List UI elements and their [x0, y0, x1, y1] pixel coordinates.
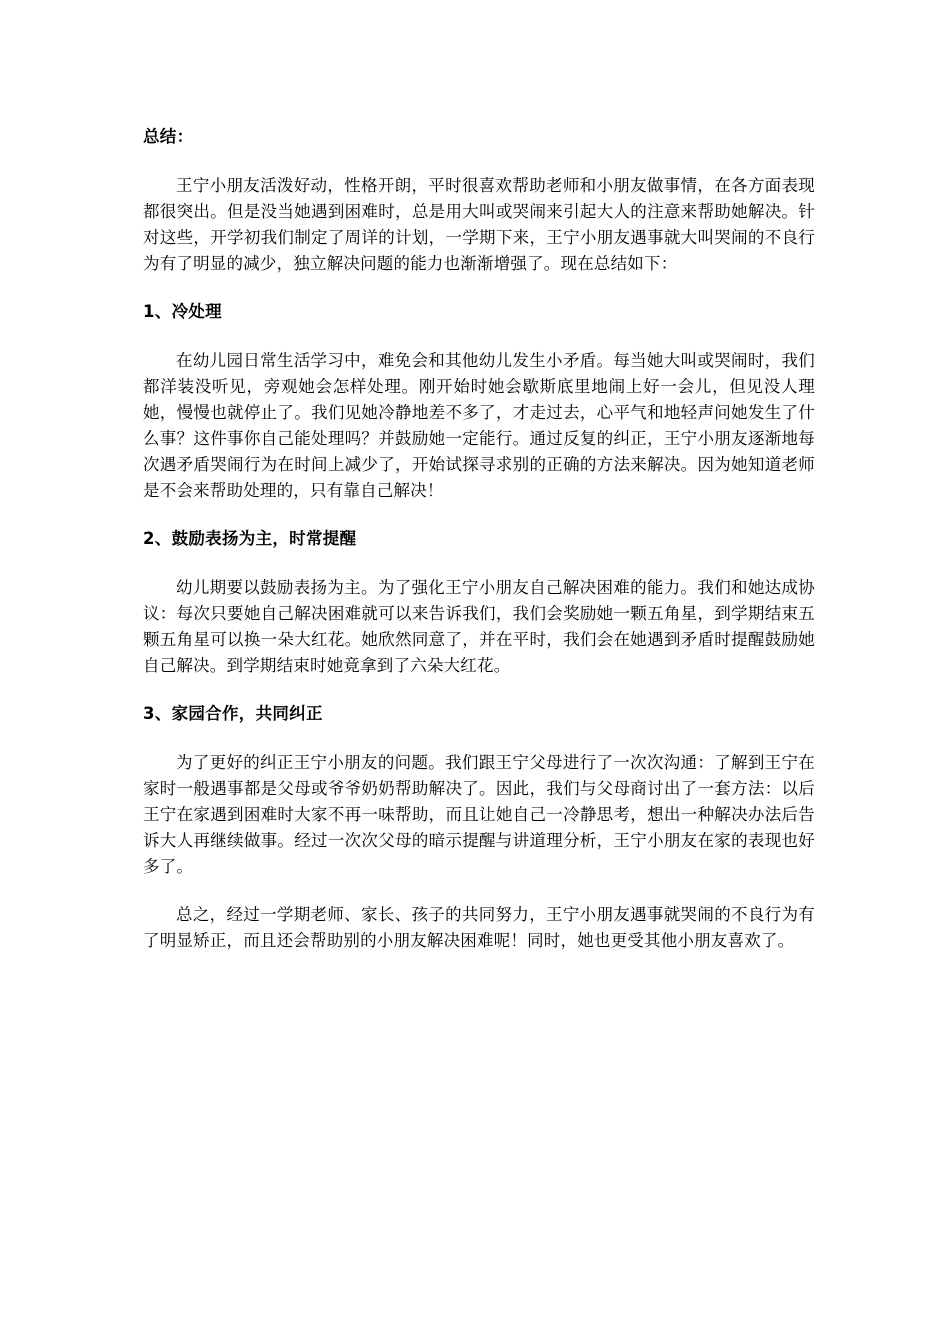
closing-paragraph: 总之，经过一学期老师、家长、孩子的共同努力，王宁小朋友遇事就哭闹的不良行为有了明显矫正，而且还会帮助别的小朋友解决困难呢！同时，她也更受其他小朋友喜欢了。: [143, 905, 815, 950]
section-heading-home-school: 3、家园合作，共同纠正: [143, 704, 323, 723]
section-paragraph-encouragement: 幼儿期要以鼓励表扬为主。为了强化王宁小朋友自己解决困难的能力。我们和她达成协议：每次只要她自己解决困难就可以来告诉我们，我们会奖励她一颗五角星，到学期结束五颗五角星可以换一朵大红花。她欣然同意了，并在平时，我们会在她遇到矛盾时提醒鼓励她自己解决。到学期结束时她竟拿到了六朵大红花。: [143, 578, 815, 675]
section-paragraph-home-school: 为了更好的纠正王宁小朋友的问题。我们跟王宁父母进行了一次次沟通：了解到王宁在家时一般遇事都是父母或爷爷奶奶帮助解决了。因此，我们与父母商讨出了一套方法：以后王宁在家遇到困难时大家不再一味帮助，而且让她自己一冷静思考，想出一种解决办法后告诉大人再继续做事。经过一次次父母的暗示提醒与讲道理分析，王宁小朋友在家的表现也好多了。: [143, 753, 815, 876]
section-heading-cold-handling: 1、冷处理: [143, 302, 222, 321]
summary-heading: 总结：: [143, 127, 194, 146]
section-paragraph-cold-handling: 在幼儿园日常生活学习中，难免会和其他幼儿发生小矛盾。每当她大叫或哭闹时，我们都洋装没听见，旁观她会怎样处理。刚开始时她会歇斯底里地闹上好一会儿，但见没人理她，慢慢也就停止了。我们见她冷静地差不多了，才走过去，心平气和地轻声问她发生了什么事？这件事你自己能处理吗？并鼓励她一定能行。通过反复的纠正，王宁小朋友逐渐地每次遇矛盾哭闹行为在时间上减少了，开始试探寻求别的正确的方法来解决。因为她知道老师是不会来帮助处理的，只有靠自己解决！: [143, 351, 815, 500]
intro-paragraph: 王宁小朋友活泼好动，性格开朗，平时很喜欢帮助老师和小朋友做事情，在各方面表现都很突出。但是没当她遇到困难时，总是用大叫或哭闹来引起大人的注意来帮助她解决。针对这些，开学初我们制定了周详的计划，一学期下来，王宁小朋友遇事就大叫哭闹的不良行为有了明显的减少，独立解决问题的能力也渐渐增强了。现在总结如下：: [143, 176, 815, 273]
section-heading-encouragement: 2、鼓励表扬为主，时常提醒: [143, 529, 357, 548]
document-body: [143, 124, 815, 954]
